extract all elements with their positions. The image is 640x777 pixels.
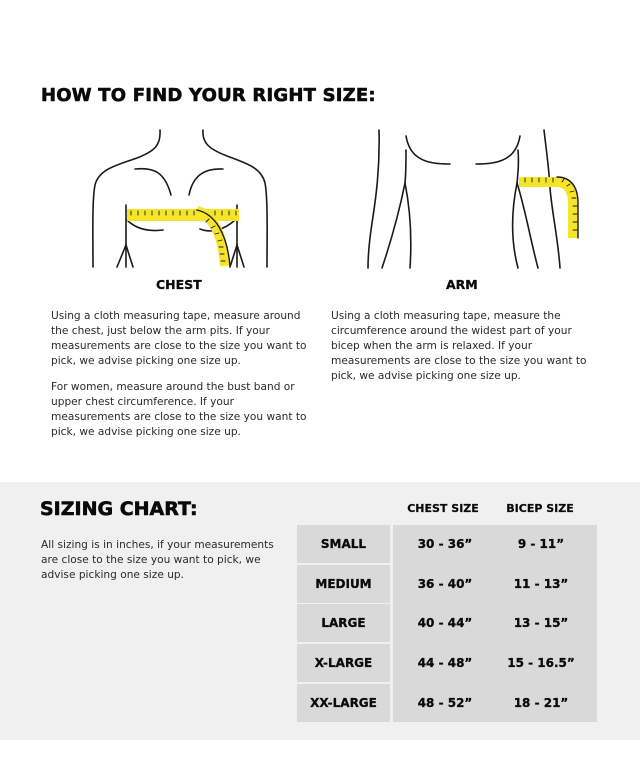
chest-instructions-women: For women, measure around the bust band or upper chest circumference. If your measurements are close to the size you want to pick, we advise picking one size up. bbox=[51, 381, 307, 438]
chest-size-value: 30 - 36” bbox=[417, 537, 473, 551]
sizing-chart-note: All sizing is in inches, if your measurements are close to the size you want to pick, we advise picking one size up. bbox=[41, 539, 274, 581]
chest-size-value: 44 - 48” bbox=[417, 656, 473, 670]
arm-label: ARM bbox=[446, 277, 478, 292]
chest-figure-icon bbox=[85, 125, 285, 270]
size-label: MEDIUM bbox=[297, 565, 390, 603]
chest-label: CHEST bbox=[156, 277, 202, 292]
bicep-size-value: 15 - 16.5” bbox=[507, 656, 575, 670]
sizing-chart-title: SIZING CHART: bbox=[40, 498, 198, 520]
column-header-bicep: BICEP SIZE bbox=[506, 502, 574, 515]
size-label: SMALL bbox=[297, 525, 390, 563]
size-label: X-LARGE bbox=[297, 644, 390, 682]
arm-instructions: Using a cloth measuring tape, measure the circumference around the widest part of your bicep when the arm is relaxed. If your measurements are close to the size you want to pick, we advise picking one size up. bbox=[331, 310, 587, 382]
size-label: LARGE bbox=[297, 604, 390, 642]
bicep-size-value: 18 - 21” bbox=[513, 696, 569, 710]
size-label: XX-LARGE bbox=[297, 684, 390, 722]
bicep-size-value: 13 - 15” bbox=[513, 616, 569, 630]
bicep-size-value: 11 - 13” bbox=[513, 577, 569, 591]
chest-size-value: 36 - 40” bbox=[417, 577, 473, 591]
arm-figure-icon bbox=[362, 128, 592, 273]
chest-size-value: 40 - 44” bbox=[417, 616, 473, 630]
chest-size-value: 48 - 52” bbox=[417, 696, 473, 710]
column-header-chest: CHEST SIZE bbox=[407, 502, 479, 515]
sizing-values-table bbox=[393, 525, 597, 722]
page-heading: HOW TO FIND YOUR RIGHT SIZE: bbox=[41, 85, 376, 106]
chest-instructions: Using a cloth measuring tape, measure around the chest, just below the arm pits. If your measurements are close to the size you want to pick, we advise picking one size up. bbox=[51, 310, 307, 367]
bicep-size-value: 9 - 11” bbox=[517, 537, 565, 551]
